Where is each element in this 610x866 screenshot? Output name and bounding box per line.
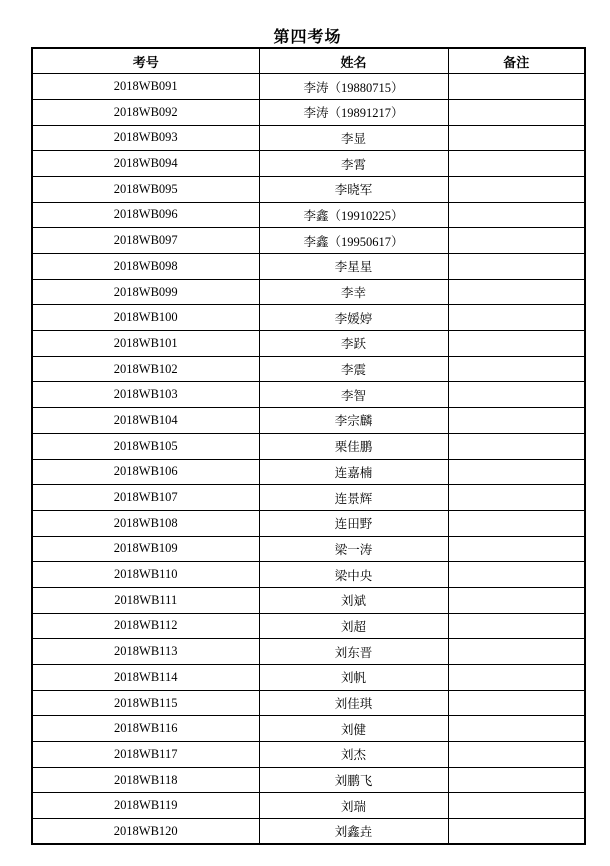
exam-no-cell: 2018WB110	[32, 562, 259, 588]
name-cell: 李媛婷	[259, 305, 448, 331]
header-exam-no: 考号	[32, 48, 259, 74]
remark-cell	[448, 176, 585, 202]
remark-cell	[448, 587, 585, 613]
name-cell: 李涛（19880715）	[259, 74, 448, 100]
exam-no-cell: 2018WB113	[32, 639, 259, 665]
remark-cell	[448, 536, 585, 562]
remark-cell	[448, 485, 585, 511]
table-row	[32, 510, 585, 536]
remark-cell	[448, 639, 585, 665]
exam-no-cell: 2018WB092	[32, 99, 259, 125]
table-row	[32, 587, 585, 613]
name-cell: 梁中央	[259, 562, 448, 588]
header-row	[32, 48, 585, 74]
table-row	[32, 254, 585, 280]
name-cell: 刘健	[259, 716, 448, 742]
exam-no-cell: 2018WB103	[32, 382, 259, 408]
table-row	[32, 716, 585, 742]
name-cell: 李晓军	[259, 176, 448, 202]
table-row	[32, 382, 585, 408]
exam-no-cell: 2018WB112	[32, 613, 259, 639]
remark-cell	[448, 459, 585, 485]
remark-cell	[448, 382, 585, 408]
exam-no-cell: 2018WB120	[32, 819, 259, 845]
name-cell: 刘鑫垚	[259, 819, 448, 845]
remark-cell	[448, 279, 585, 305]
table-row	[32, 485, 585, 511]
remark-cell	[448, 125, 585, 151]
table-row	[32, 433, 585, 459]
exam-no-cell: 2018WB099	[32, 279, 259, 305]
header-name: 姓名	[259, 48, 448, 74]
remark-cell	[448, 254, 585, 280]
table-row	[32, 99, 585, 125]
exam-no-cell: 2018WB094	[32, 151, 259, 177]
remark-cell	[448, 99, 585, 125]
remark-cell	[448, 716, 585, 742]
name-cell: 刘超	[259, 613, 448, 639]
remark-cell	[448, 613, 585, 639]
exam-no-cell: 2018WB106	[32, 459, 259, 485]
remark-cell	[448, 74, 585, 100]
table-row	[32, 536, 585, 562]
name-cell: 刘斌	[259, 587, 448, 613]
table-row	[32, 305, 585, 331]
remark-cell	[448, 331, 585, 357]
table-row	[32, 767, 585, 793]
exam-no-cell: 2018WB115	[32, 690, 259, 716]
name-cell: 栗佳鹏	[259, 433, 448, 459]
table-row	[32, 279, 585, 305]
table-row	[32, 408, 585, 434]
name-cell: 梁一涛	[259, 536, 448, 562]
name-cell: 李宗麟	[259, 408, 448, 434]
exam-no-cell: 2018WB109	[32, 536, 259, 562]
roster-table-body	[32, 74, 585, 845]
table-row	[32, 356, 585, 382]
exam-no-cell: 2018WB100	[32, 305, 259, 331]
name-cell: 李智	[259, 382, 448, 408]
exam-no-cell: 2018WB101	[32, 331, 259, 357]
table-row	[32, 331, 585, 357]
table-row	[32, 459, 585, 485]
name-cell: 刘杰	[259, 742, 448, 768]
remark-cell	[448, 151, 585, 177]
table-row	[32, 690, 585, 716]
name-cell: 李星星	[259, 254, 448, 280]
name-cell: 李鑫（19950617）	[259, 228, 448, 254]
table-row	[32, 125, 585, 151]
remark-cell	[448, 665, 585, 691]
name-cell: 李跃	[259, 331, 448, 357]
exam-no-cell: 2018WB107	[32, 485, 259, 511]
table-row	[32, 793, 585, 819]
name-cell: 李霄	[259, 151, 448, 177]
exam-no-cell: 2018WB114	[32, 665, 259, 691]
remark-cell	[448, 819, 585, 845]
exam-no-cell: 2018WB093	[32, 125, 259, 151]
exam-no-cell: 2018WB108	[32, 510, 259, 536]
table-row	[32, 74, 585, 100]
header-remark: 备注	[448, 48, 585, 74]
remark-cell	[448, 408, 585, 434]
table-row	[32, 202, 585, 228]
table-row	[32, 151, 585, 177]
remark-cell	[448, 356, 585, 382]
table-row	[32, 613, 585, 639]
name-cell: 连景辉	[259, 485, 448, 511]
remark-cell	[448, 305, 585, 331]
table-row	[32, 176, 585, 202]
table-row	[32, 228, 585, 254]
remark-cell	[448, 433, 585, 459]
exam-no-cell: 2018WB102	[32, 356, 259, 382]
name-cell: 李显	[259, 125, 448, 151]
remark-cell	[448, 742, 585, 768]
exam-no-cell: 2018WB105	[32, 433, 259, 459]
remark-cell	[448, 202, 585, 228]
table-row	[32, 639, 585, 665]
name-cell: 连嘉楠	[259, 459, 448, 485]
table-row	[32, 819, 585, 845]
name-cell: 李幸	[259, 279, 448, 305]
remark-cell	[448, 562, 585, 588]
exam-no-cell: 2018WB091	[32, 74, 259, 100]
name-cell: 李震	[259, 356, 448, 382]
remark-cell	[448, 228, 585, 254]
exam-no-cell: 2018WB096	[32, 202, 259, 228]
exam-no-cell: 2018WB119	[32, 793, 259, 819]
table-row	[32, 562, 585, 588]
table-row	[32, 665, 585, 691]
remark-cell	[448, 793, 585, 819]
name-cell: 刘东晋	[259, 639, 448, 665]
exam-no-cell: 2018WB098	[32, 254, 259, 280]
remark-cell	[448, 510, 585, 536]
name-cell: 刘鹏飞	[259, 767, 448, 793]
exam-no-cell: 2018WB104	[32, 408, 259, 434]
name-cell: 李鑫（19910225）	[259, 202, 448, 228]
exam-no-cell: 2018WB095	[32, 176, 259, 202]
exam-no-cell: 2018WB117	[32, 742, 259, 768]
exam-no-cell: 2018WB116	[32, 716, 259, 742]
name-cell: 刘帆	[259, 665, 448, 691]
exam-no-cell: 2018WB118	[32, 767, 259, 793]
exam-no-cell: 2018WB097	[32, 228, 259, 254]
exam-no-cell: 2018WB111	[32, 587, 259, 613]
name-cell: 刘瑞	[259, 793, 448, 819]
remark-cell	[448, 690, 585, 716]
name-cell: 李涛（19891217）	[259, 99, 448, 125]
table-row	[32, 742, 585, 768]
name-cell: 连田野	[259, 510, 448, 536]
page-title: 第四考场	[273, 29, 342, 46]
remark-cell	[448, 767, 585, 793]
roster-table	[31, 47, 586, 845]
name-cell: 刘佳琪	[259, 690, 448, 716]
